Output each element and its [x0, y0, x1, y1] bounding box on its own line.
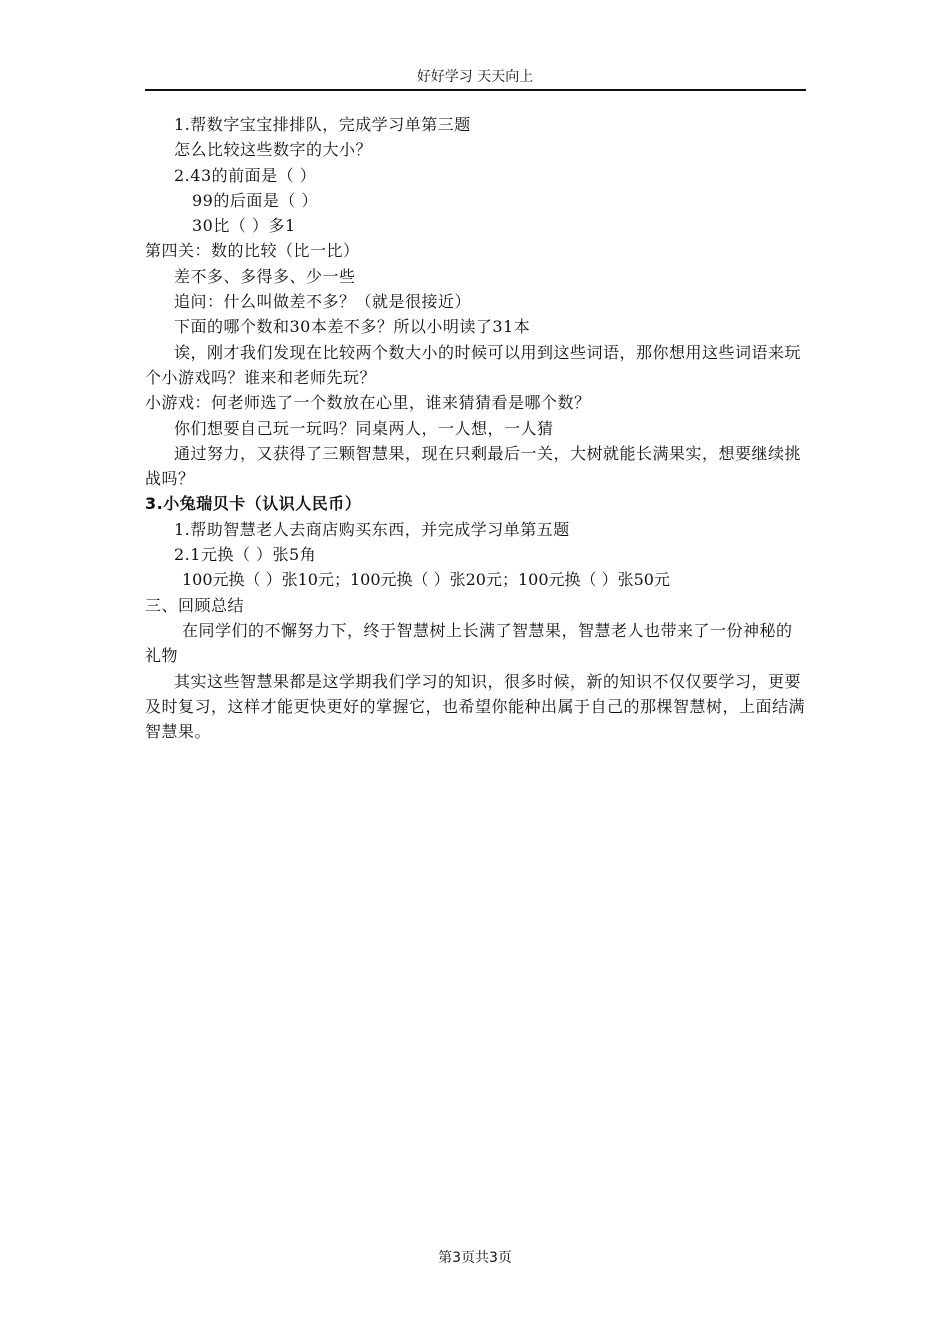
text-line: 1.帮数字宝宝排排队，完成学习单第三题 — [174, 115, 471, 134]
paragraph: 其实这些智慧果都是这学期我们学习的知识，很多时候，新的知识不仅仅要学习，更要及时复习，这样才能更快更好的掌握它，也希望你能种出属于自己的那棵智慧树，上面结满智慧果。 — [145, 671, 806, 742]
text-line: 2.1元换（ ）张5角 — [174, 545, 317, 565]
section-heading: 三、回顾总结 — [145, 595, 245, 615]
header-divider — [145, 89, 806, 91]
text-line: 下面的哪个数和30本差不多？所以小明读了31本 — [174, 317, 531, 337]
text-line: 2.43的前面是（ ） — [174, 165, 317, 185]
text-line: 追问：什么叫做差不多？（就是很接近） — [174, 292, 472, 312]
text-line: 你们想要自己玩一玩吗？同桌两人，一人想，一人猜 — [174, 418, 554, 438]
section-heading: 第四关：数的比较（比一比） — [145, 241, 360, 261]
paragraph: 通过努力，又获得了三颗智慧果，现在只剩最后一关，大树就能长满果实，想要继续挑战吗？ — [145, 443, 802, 489]
text-line: 1.帮助智慧老人去商店购买东西，并完成学习单第五题 — [174, 519, 570, 539]
page-footer: 第3页共3页 — [438, 1250, 512, 1266]
text-line: 差不多、多得多、少一些 — [174, 266, 356, 286]
text-line: 99的后面是（ ） — [192, 190, 318, 210]
paragraph: 诶，刚才我们发现在比较两个数大小的时候可以用到这些词语，那你想用这些词语来玩个小游戏吗？谁来和老师先玩？ — [145, 342, 802, 387]
text-line: 怎么比较这些数字的大小？ — [174, 140, 373, 160]
document-body — [145, 112, 807, 744]
text-line: 30比（ ）多1 — [192, 216, 296, 236]
text-line: 100元换（ ）张10元；100元换（ ）张20元；100元换（ ）张50元 — [182, 570, 670, 590]
paragraph: 在同学们的不懈努力下，终于智慧树上长满了智慧果，智慧老人也带来了一份神秘的礼物 — [145, 620, 793, 666]
section-heading: 3.小兔瑞贝卡（认识人民币） — [145, 494, 362, 514]
page-header: 好好学习 天天向上 — [416, 69, 534, 85]
text-line: 小游戏：何老师选了一个数放在心里，谁来猜猜看是哪个数？ — [145, 393, 591, 413]
